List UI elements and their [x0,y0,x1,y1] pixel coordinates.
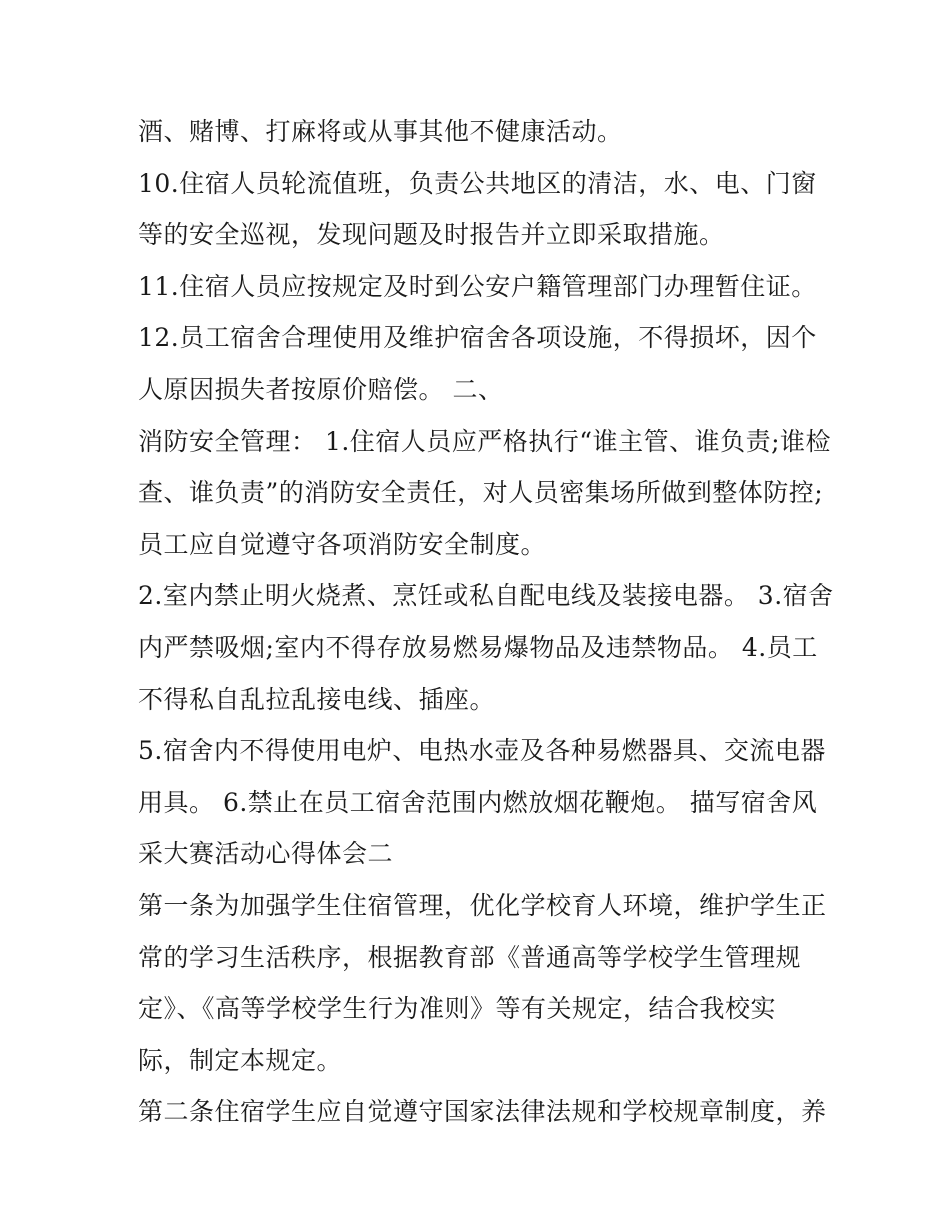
text-line: 10.住宿人员轮流值班，负责公共地区的清洁，水、电、门窗 [138,168,817,198]
text-line: 酒、赌博、打麻将或从事其他不健康活动。 [138,117,623,146]
text-line: 人原因损失者按原价赔偿。 二、 [138,374,504,404]
text-line: 5.宿舍内不得使用电炉、电热水壶及各种易燃器具、交流电器 [138,736,826,766]
text-line: 消防安全管理： 1.住宿人员应严格执行“谁主管、谁负责;谁检 [138,426,832,456]
text-line: 等的安全巡视，发现问题及时报告并立即采取措施。 [138,220,725,250]
text-line: 定》、《高等学校学生行为准则》等有关规定，结合我校实 [138,994,777,1024]
text-line: 第二条住宿学生应自觉遵守国家法律法规和学校规章制度，养 [138,1097,827,1127]
text-line: 内严禁吸烟;室内不得存放易燃易爆物品及违禁物品。 4.员工 [138,632,818,662]
text-line: 11.住宿人员应按规定及时到公安户籍管理部门办理暂住证。 [138,271,817,301]
text-line: 用具。 6.禁止在员工宿舍范围内燃放烟花鞭炮。 描写宿舍风 [138,787,818,817]
text-line: 不得私自乱拉乱接电线、插座。 [138,684,496,714]
text-line: 查、谁负责”的消防安全责任，对人员密集场所做到整体防控; [138,478,824,508]
text-line: 采大赛活动心得体会二 [138,839,394,869]
document-body [138,106,834,1138]
text-line: 12.员工宿舍合理使用及维护宿舍各项设施，不得损坏，因个 [138,323,817,353]
text-line: 员工应自觉遵守各项消防安全制度。 [138,529,547,559]
text-line: 第一条为加强学生住宿管理，优化学校育人环境，维护学生正 [138,890,827,920]
text-line: 2.室内禁止明火烧煮、烹饪或私自配电线及装接电器。 3.宿舍 [138,581,834,611]
text-line: 常的学习生活秩序，根据教育部《普通高等学校学生管理规 [138,942,802,972]
text-line: 际，制定本规定。 [138,1045,343,1075]
